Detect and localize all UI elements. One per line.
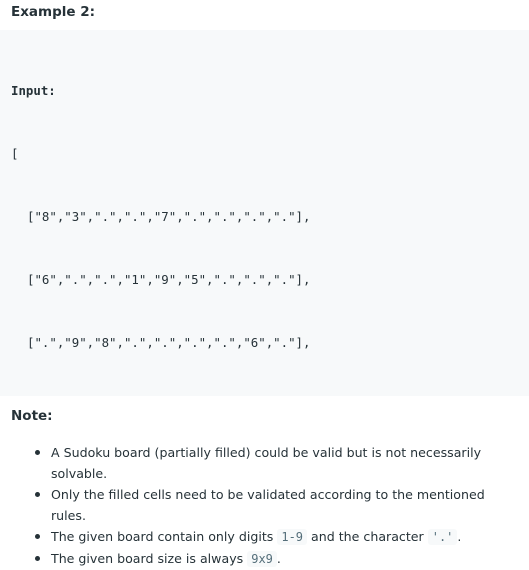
note-list [0,442,521,570]
inline-code: 9x9 [247,551,277,567]
bullet-icon [35,556,40,561]
board-row: ["6",".",".","1","9","5",".",".","."], [27,272,311,287]
bullet-icon [35,450,40,455]
bullet-icon [35,492,40,497]
note-text: The given board size is always [51,551,248,566]
note-text: . [457,529,462,544]
board-row: ["8","3",".",".","7",".",".",".","."], [27,209,311,224]
note-heading: Note: [11,408,53,424]
bullet-icon [35,534,40,539]
note-item [0,484,521,526]
note-text: . [276,551,281,566]
note-item [0,526,521,548]
note-text: A Sudoku board (partially filled) could be valid but is not necessarily solvable. [51,445,482,481]
note-item [0,442,521,484]
example-heading: Example 2: [11,4,96,20]
note-text: The given board contain only digits [51,529,278,544]
code-block [0,30,529,396]
board-row: [".","9","8",".",".",".",".","6","."], [27,335,311,350]
note-item [0,548,521,570]
board-open-bracket: [ [11,146,19,161]
board-row [11,395,518,396]
input-label: Input: [11,83,56,98]
note-text: Only the filled cells need to be validated according to the mentioned rules. [51,487,485,523]
inline-code: '.' [428,529,458,545]
note-text: and the character [307,529,428,544]
inline-code: 1-9 [277,529,307,545]
